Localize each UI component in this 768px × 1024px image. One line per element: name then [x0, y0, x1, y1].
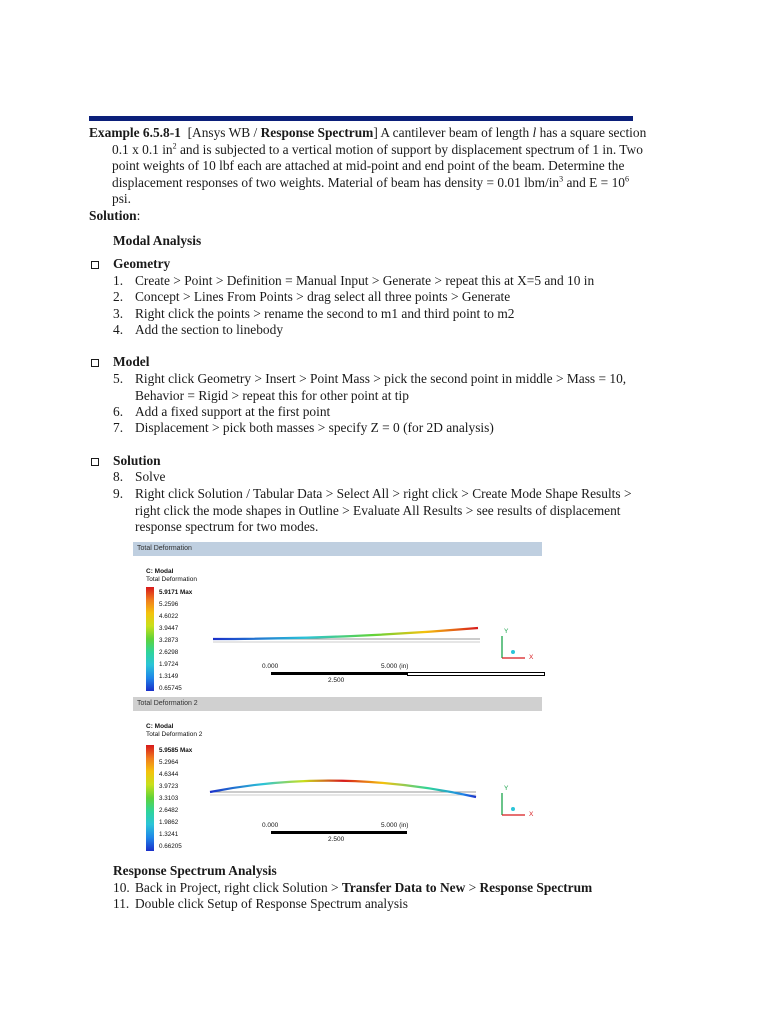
- legend-value: 3.3103: [159, 795, 179, 802]
- legend-value: 1.9862: [159, 819, 179, 826]
- scale-mid: 2.500: [328, 836, 345, 843]
- axis-x-label: X: [529, 654, 534, 661]
- list-item: 6. Add a fixed support at the first point: [113, 404, 331, 419]
- axis-y-label: Y: [504, 785, 509, 792]
- color-legend-bar: [146, 587, 154, 691]
- result-label: Total Deformation 2: [146, 731, 203, 738]
- list-item: 7. Displacement > pick both masses > specify Z = 0 (for 2D analysis): [113, 420, 494, 435]
- legend-value: 1.3241: [159, 831, 179, 838]
- legend-value: 0.66205: [159, 843, 182, 850]
- intro-line-4: displacement responses of two weights. Material of beam has density = 0.01 lbm/$in^3$ and $E = 10^6$ psi.: [112, 174, 629, 206]
- solution-section-heading: Solution: [113, 453, 161, 468]
- legend-value: 3.9447: [159, 625, 179, 632]
- mode-shape-2: [208, 775, 483, 805]
- legend-value: 0.65745: [159, 685, 182, 692]
- legend-value: 5.9171 Max: [159, 589, 193, 596]
- scale-left: 0.000: [262, 822, 279, 829]
- response-spectrum-heading: Response Spectrum Analysis: [113, 863, 277, 878]
- total-deformation-panel: [133, 542, 542, 696]
- bullet-icon: [91, 359, 99, 367]
- list-item: 11. Double click Setup of Response Spectrum analysis: [113, 896, 408, 911]
- modal-analysis-heading: Modal Analysis: [113, 233, 202, 248]
- list-item: 1. Create > Point > Definition = Manual Input > Generate > repeat this at X=5 and 10 in: [113, 273, 595, 288]
- intro-line-2: 0.1 x 0.1 $in^2$ and is subjected to a vertical motion of support by displacement spectrum of 1 in. Two: [112, 141, 643, 157]
- legend-value: 2.6482: [159, 807, 179, 814]
- legend-value: 4.6022: [159, 613, 179, 620]
- bullet-icon: [91, 261, 99, 269]
- legend-value: 2.6298: [159, 649, 179, 656]
- scale-bar-white: [407, 672, 545, 676]
- list-item: 2. Concept > Lines From Points > drag select all three points > Generate: [113, 289, 511, 304]
- panel-header: Total Deformation: [133, 542, 542, 556]
- color-legend-bar: [146, 745, 154, 851]
- geometry-heading: Geometry: [113, 256, 171, 271]
- list-item: 8. Solve: [113, 469, 166, 484]
- result-label: Total Deformation: [146, 576, 197, 583]
- bullet-icon: [91, 458, 99, 466]
- list-item: 3. Right click the points > rename the second to m1 and third point to m2: [113, 306, 515, 321]
- scale-right: 5.000 (in): [381, 822, 409, 829]
- list-item: 9. Right click Solution / Tabular Data > Select All > right click > Create Mode Shape Results > right click the mode shapes in Outline > Evaluate All Results > see results of displacement response spectrum for two modes.: [113, 486, 632, 534]
- header-rule: [89, 116, 633, 121]
- example-label: Example 6.5.8-1: [89, 125, 181, 140]
- legend-value: 5.2964: [159, 759, 179, 766]
- model-label: C: Modal: [146, 568, 174, 575]
- model-label: C: Modal: [146, 723, 174, 730]
- list-item: 5. Right click Geometry > Insert > Point Mass > pick the second point in middle > Mass = 10, Behavior = Rigid > repeat this for other point at tip: [113, 371, 627, 403]
- legend-value: 1.3149: [159, 673, 179, 680]
- legend-value: 5.9585 Max: [159, 747, 193, 754]
- legend-value: 1.9724: [159, 661, 179, 668]
- intro-line-1: Example 6.5.8-1 [Ansys WB / Response Spectrum] A cantilever beam of length l has a square section: [89, 125, 647, 140]
- legend-value: 3.2873: [159, 637, 179, 644]
- solution-heading: Solution:: [89, 208, 141, 223]
- scale-bar: [271, 831, 407, 834]
- intro-line-3: point weights of 10 lbf each are attached at mid-point and end point of the beam. Determine the: [112, 158, 625, 173]
- list-item: 10. Back in Project, right click Solution > Transfer Data to New > Response Spectrum: [113, 880, 593, 895]
- legend-value: 3.9723: [159, 783, 179, 790]
- scale-left: 0.000: [262, 663, 279, 670]
- mode-shape-1: [208, 617, 483, 647]
- panel-header: Total Deformation 2: [133, 697, 542, 711]
- axis-y-label: Y: [504, 628, 509, 635]
- example-intro: [89, 125, 649, 208]
- total-deformation-2-panel: [133, 697, 542, 855]
- legend-value: 5.2596: [159, 601, 179, 608]
- model-heading: Model: [113, 354, 150, 369]
- legend-value: 4.6344: [159, 771, 179, 778]
- list-item: 4. Add the section to linebody: [113, 322, 284, 337]
- scale-bar: [271, 672, 407, 675]
- scale-mid: 2.500: [328, 677, 345, 684]
- axis-x-label: X: [529, 811, 534, 818]
- scale-right: 5.000 (in): [381, 663, 409, 670]
